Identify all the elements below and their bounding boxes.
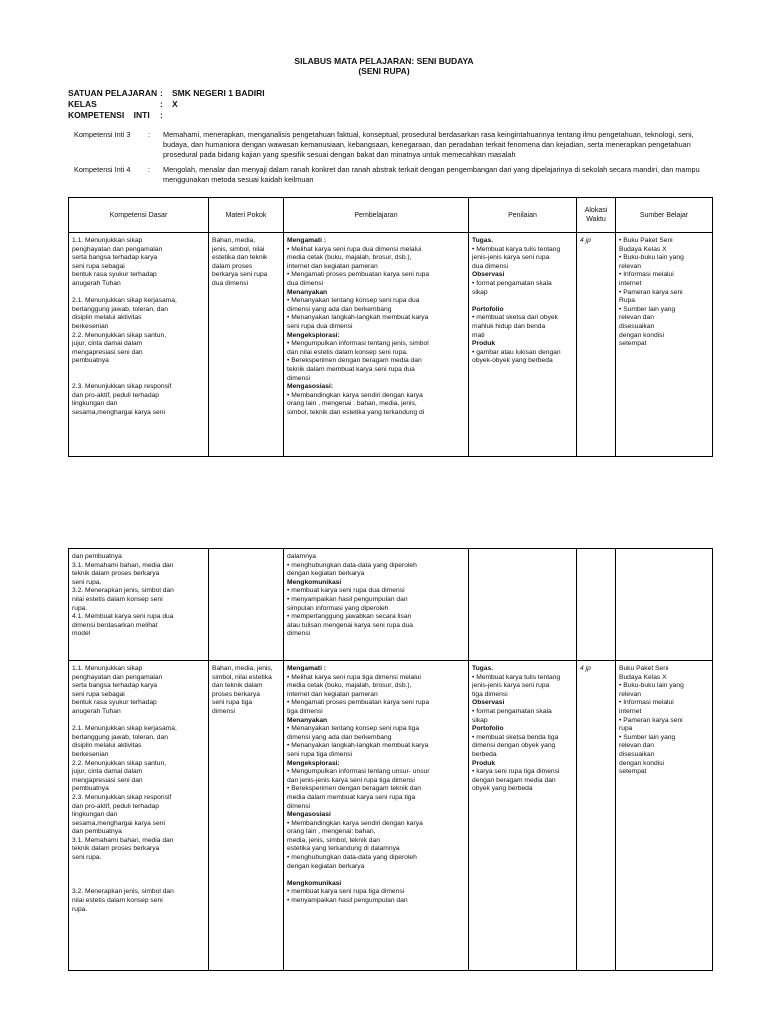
meta-colon: : <box>160 110 163 120</box>
table-header-row <box>69 198 713 233</box>
ki-label: Kompetensi Inti 3 <box>74 130 131 139</box>
alokasi-cell: 4 jp <box>577 661 616 971</box>
header-sumber-belajar: Sumber Belajar <box>616 198 713 233</box>
alokasi-cell <box>577 549 616 661</box>
meta-value: X <box>172 99 178 109</box>
sumber-cell: • Buku Paket Seni Budaya Kelas X • Buku-buku lain yang relevan • Informasi melalui internet • Pameran karya seni Rupa • Sumber lain yang relevan dan disesuaikan dengan kondisi setempat <box>616 233 713 457</box>
materi-cell: Bahan, media, jenis, simbol, nilai estetika dan teknik dalam proses berkarya seni rupa tiga dimensi <box>209 661 284 971</box>
meta-label: KELAS <box>68 99 97 109</box>
meta-label: SATUAN PELAJARAN <box>68 88 158 98</box>
sumber-cell <box>616 549 713 661</box>
header-penilaian: Penilaian <box>469 198 577 233</box>
ki-label: Kompetensi Inti 4 <box>74 165 131 174</box>
sumber-cell: Buku Paket Seni Budaya Kelas X • Buku-buku lain yang relevan • Informasi melalui internet • Pameran karya seni rupa • Sumber lain yang relevan dan disesuaikan dengan kondisi setempat <box>616 661 713 971</box>
syllabus-table-page2 <box>68 548 713 971</box>
pembelajaran-cell: Mengamati : • Melihat karya seni rupa dua dimensi melalui media cetak (buku, majalah, brosur, dsb.), internet dan kegiatan pameran • Mengamati proses pembuatan karya seni rupa dua dimensi Menanyakan • Menanyakan tentang konsep seni rupa dua dimensi yang ada dan berkembang • Menanyakan langkah-langkah membuat karya seni rupa dua dimensi Mengeksplorasi: • Mengumpulkan informasi tentang jenis, simbol dan nilai estetis dalam konsep seni rupa. • Bereksperimen dengan beragam media dan teknik dalam membuat karya seni rupa dua dimensi Mengasosiasi: • Membandingkan karya sendiri dengan karya orang lain , mengenai : bahan, media, jenis, simbol, teknik dan estetika yang terkandung di <box>284 233 469 457</box>
kd-cell: dan pembuatnya 3.1. Memahami bahan, media dan teknik dalam proses berkarya seni rupa. 3.2. Menerapkan jenis, simbol dan nilai estetis dalam konsep seni rupa. 4.1. Membuat karya seni rupa dua dimensi berdasarkan melihat model <box>69 549 209 661</box>
kd-cell: 1.1. Menunjukkan sikap penghayatan dan pengamalan serta bangsa terhadap karya seni rupa sebagai bentuk rasa syukur terhadap anugerah Tuhan 2.1. Menunjukkan sikap kerjasama, bertanggung jawab, toleran, dan disiplin melalui aktivitas berkesenian 2.2. Menunjukkan sikap santun, jujur, cinta damai dalam mengapresiasi seni dan pembuatnya 2.3. Menunjukkan sikap responsif dan pro-aktif, peduli terhadap lingkungan dan sesama,menghargai karya seni <box>69 233 209 457</box>
alokasi-cell: 4 jp <box>577 233 616 457</box>
meta-colon: : <box>160 88 163 98</box>
ki-text: Mengolah, menalar dan menyaji dalam ranah konkret dan ranah abstrak terkait dengan pengembangan dari yang dipelajarinya di sekolah secara mandiri, dan mampu menggunakan metoda sesuai kaidah keilmuan <box>163 165 700 184</box>
table-row <box>69 661 713 971</box>
penilaian-cell <box>469 549 577 661</box>
header-materi-pokok: Materi Pokok <box>209 198 284 233</box>
syllabus-table-page1 <box>68 197 713 457</box>
document-subtitle: (SENI RUPA) <box>358 66 410 76</box>
header-pembelajaran: Pembelajaran <box>284 198 469 233</box>
document-title: SILABUS MATA PELAJARAN: SENI BUDAYA <box>294 56 474 66</box>
materi-cell: Bahan, media, jenis, simbol, nilai estetika dan teknik dalam proses berkarya seni rupa dua dimensi <box>209 233 284 457</box>
pembelajaran-cell: Mengamati : • Melihat karya seni rupa tiga dimensi melalui media cetak (buku, majalah, brosur, dsb.), internet dan kegiatan pameran • Mengamati proses pembuatan karya seni rupa tiga dimensi Menanyakan • Menanyakan tentang konsep seni rupa tiga dimensi yang ada dan berkembang • Menanyakan langkah-langkah membuat karya seni rupa tiga dimensi Mengeksplorasi: • Mengumpulkan informasi tentang unsur- unsur dan jenis-jenis karya seni rupa tiga dimensi • Bereksperimen dengan beragam teknik dan media dalam membuat karya seni rupa tiga dimensi Mengasosiasi • Membandingkan karya sendiri dengan karya orang lain , mengenai: bahan, media, jenis, simbol, teknik dan estetika yang terkandung di dalamnya • menghubungkan data-data yang diperoleh dengan kegiatan berkarya Mengkomunikasi • membuat karya seni rupa tiga dimensi • menyampaikan hasil pengumpulan dan <box>284 661 469 971</box>
table-row <box>69 549 713 661</box>
kd-cell: 1.1. Menunjukkan sikap penghayatan dan pengamalan serta bangsa terhadap karya seni rupa sebagai bentuk rasa syukur terhadap anugerah Tuhan 2.1. Menunjukkan sikap kerjasama, bertanggung jawab, toleran, dan disiplin melalui aktivitas berkesenian 2.2. Menunjukkan sikap santun, jujur, cinta damai dalam mengapresiasi seni dan pembuatnya 2.3. Menunjukkan sikap responsif dan pro-aktif, peduli terhadap lingkungan dan sesama,menghargai karya seni dan pembuatnya 3.1. Memahami bahan, media dan teknik dalam proses berkarya seni rupa. 3.2. Menerapkan jenis, simbol dan nilai estetis dalam konsep seni rupa. <box>69 661 209 971</box>
table-row <box>69 233 713 457</box>
ki-colon: : <box>148 165 151 174</box>
pembelajaran-cell: dalamnya • menghubungkan data-data yang diperoleh dengan kegiatan berkarya Mengkomunikasi • membuat karya seni rupa dua dimensi • menyampaikan hasil pengumpulan dan simpulan informasi yang diperoleh • mempertanggung jawabkan secara lisan atau tulisan mengenai karya seni rupa dua dimensi <box>284 549 469 661</box>
ki-text: Memahami, menerapkan, menganalisis pengetahuan faktual, konseptual, prosedural berdasarkan rasa keingintahuannya tentang ilmu pengetahuan, teknologi, seni, budaya, dan humaniora dengan wawasan kemanusiaan, kebangsaan, kenegaraan, dan peradaban terkait fenomena dan kejadian, serta menerapkan pengetahuan prosedural pada bidang kajian yang spesifik sesuai dengan bakat dan minatnya untuk memecahkan masalah <box>163 130 694 159</box>
meta-colon: : <box>160 99 163 109</box>
header-alokasi-waktu: Alokasi Waktu <box>577 198 616 233</box>
ki-colon: : <box>148 130 151 139</box>
materi-cell <box>209 549 284 661</box>
meta-value: SMK NEGERI 1 BADIRI <box>172 88 265 98</box>
header-kompetensi-dasar: Kompetensi Dasar <box>69 198 209 233</box>
penilaian-cell: Tugas. • Membuat karya tulis tentang jenis-jenis karya seni rupa dua dimensi Observasi • format pengamatan skala sikap Portofolio • membuat sketsa dari obyek mahluk hidup dan benda mati Produk • gambar atau lukisan dengan obyek-obyek yang berbeda <box>469 233 577 457</box>
meta-label: KOMPETENSI INTI <box>68 110 150 120</box>
penilaian-cell: Tugas. • Membuat karya tulis tentang jenis-jenis karya seni rupa tiga dimensi Observasi • format pengamatan skala sikap Portofolio • membuat sketsa benda tiga dimensi dengan obyek yang berbeda Produk • karya seni rupa tiga dimensi dengan beragam media dan obyek yang berbeda <box>469 661 577 971</box>
